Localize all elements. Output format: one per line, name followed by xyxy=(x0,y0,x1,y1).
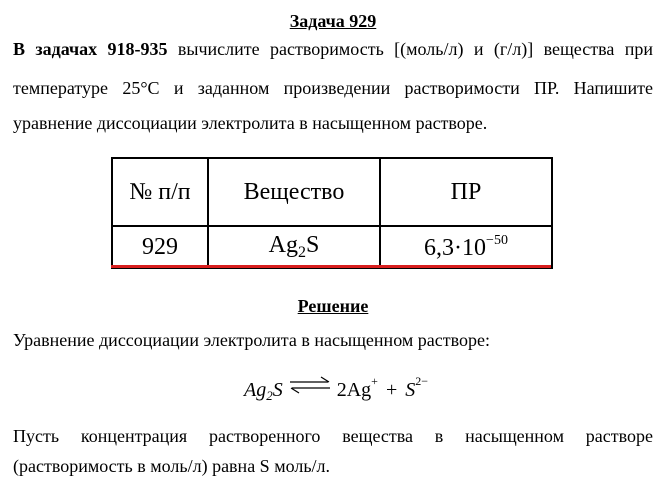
task-text-line-2: температуре 25°С и заданном произведении растворимости ПР. Напишите xyxy=(13,78,653,98)
solution-text-line-2: (растворимость в моль/л) равна S моль/л. xyxy=(13,456,331,476)
task-text-rest: вычислите растворимость [(моль/л) и (г/л)] вещества при xyxy=(167,39,653,59)
header-substance: Вещество xyxy=(208,158,380,226)
solution-text-line-1: Пусть концентрация растворенного вещества в насыщенном растворе xyxy=(13,426,653,446)
dissociation-equation xyxy=(244,373,428,407)
substance-tail: S xyxy=(305,232,320,258)
equation-intro: Уравнение диссоциации электролита в насыщенном растворе: xyxy=(13,330,490,350)
substance-base: Ag xyxy=(268,232,298,258)
header-number: № п/п xyxy=(112,158,208,226)
equilibrium-arrows-icon xyxy=(288,374,332,396)
table-bottom-accent-line xyxy=(111,265,551,268)
eq-left-base: Ag xyxy=(244,378,267,401)
task-range-bold: В задачах 918-935 xyxy=(13,39,168,59)
eq-plus: + xyxy=(385,378,398,401)
pr-mantissa: 6,3·10 xyxy=(424,234,487,261)
eq-right-second-charge: 2− xyxy=(415,373,429,388)
substance-subscript: 2 xyxy=(297,244,306,261)
eq-right-coef: 2Ag xyxy=(336,378,372,401)
table-row xyxy=(112,226,552,268)
eq-left-tail: S xyxy=(272,378,283,401)
cell-substance xyxy=(208,226,380,268)
eq-right-charge: + xyxy=(371,373,378,388)
eq-right-second: S xyxy=(405,378,416,401)
eq-left-subscript: 2 xyxy=(266,388,273,404)
table-header-row xyxy=(112,158,552,226)
task-text-line-1 xyxy=(13,33,653,66)
solution-heading: Решение xyxy=(297,296,369,316)
pr-exponent: −50 xyxy=(486,232,508,248)
header-pr: ПР xyxy=(380,158,552,226)
cell-pr xyxy=(380,226,552,268)
task-table xyxy=(111,157,553,269)
task-text-line-3: уравнение диссоциации электролита в насыщенном растворе. xyxy=(13,113,488,133)
task-title: Задача 929 xyxy=(289,11,377,31)
cell-number: 929 xyxy=(112,226,208,268)
